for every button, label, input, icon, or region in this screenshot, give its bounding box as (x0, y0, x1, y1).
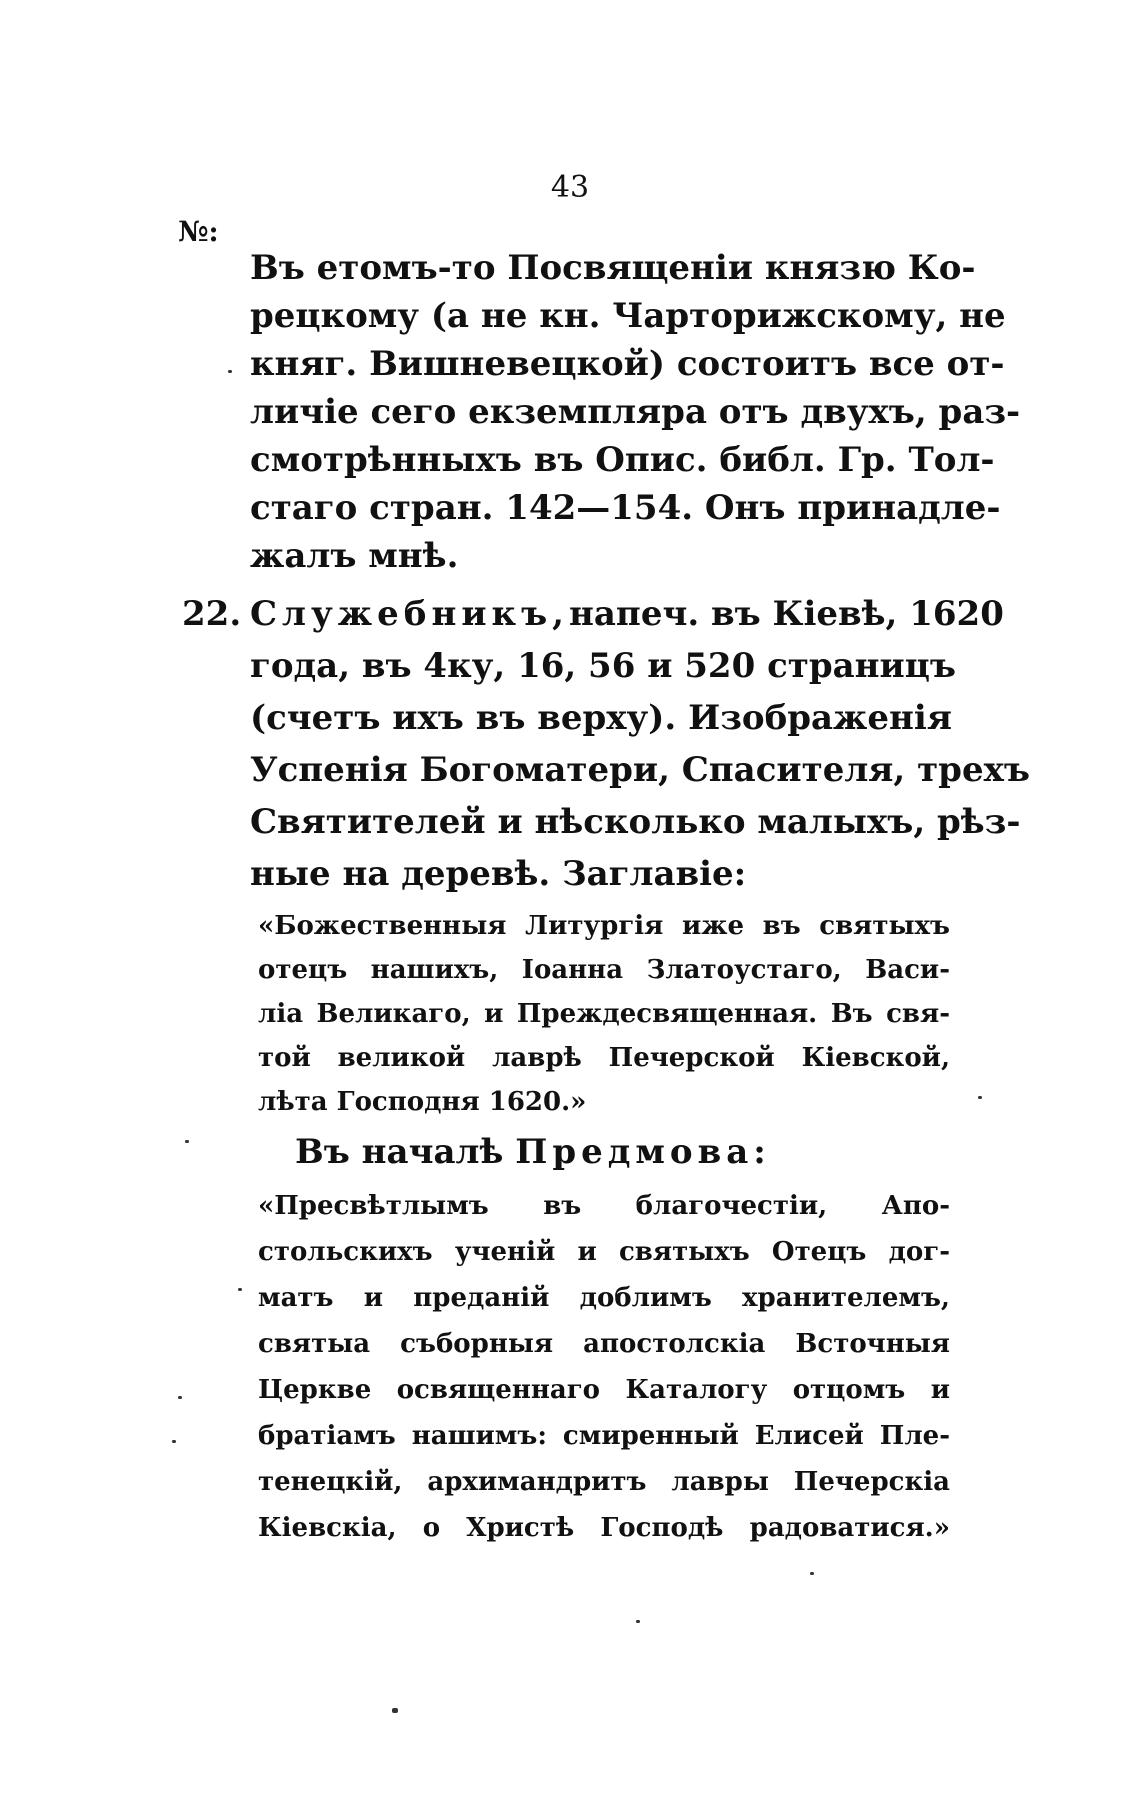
quote1-line: «Божественныя Литургія иже въ святыхъ (258, 911, 950, 941)
para1-line: стаго стран. 142—154. Онъ принадле- (250, 488, 1001, 528)
scan-speck (636, 1620, 640, 1623)
scan-speck (185, 1140, 189, 1143)
scan-speck (392, 1708, 398, 1713)
entry-line: Святителей и нѣсколько малыхъ, рѣз- (250, 802, 1021, 842)
quote1-line: лѣта Господня 1620.» (258, 1087, 587, 1117)
section-prefix: Въ началѣ (295, 1132, 504, 1172)
quote2-line: Церкве освященнаго Каталогу отцомъ и (258, 1375, 950, 1405)
entry-line: (счетъ ихъ въ верху). Изображенія (250, 698, 952, 738)
quote2-line: стольскихъ ученій и святыхъ Отецъ дог- (258, 1237, 950, 1267)
quote2-line: братіамъ нашимъ: смиренный Елисей Пле- (258, 1421, 950, 1451)
para1-line: смотрѣнныхъ въ Опис. библ. Гр. Тол- (250, 440, 995, 480)
quote1-line: ліа Великаго, и Преждесвященная. Въ свя- (258, 999, 950, 1029)
section-heading (295, 1128, 945, 1176)
entry-line: года, въ 4ку, 16, 56 и 520 страницъ (250, 646, 956, 686)
quote2-line: матъ и преданій доблимъ хранителемъ, (258, 1283, 950, 1313)
entry-first-line-rest: напеч. въ Кіевѣ, 1620 (569, 594, 1004, 634)
scan-speck (172, 1440, 176, 1443)
para1-line: жалъ мнѣ. (250, 536, 459, 576)
quote2-line: святыа съборныя апостолскіа Всточныя (258, 1329, 950, 1359)
entry-title: Служебникъ, (250, 594, 570, 634)
quote2-line: «Пресвѣтлымъ въ благочестіи, Апо- (258, 1191, 950, 1221)
quote2-line: тенецкій, архимандритъ лавры Печерскіа (258, 1467, 950, 1497)
scan-speck (178, 1396, 182, 1399)
para1-line: рецкому (а не кн. Чарторижскому, не (250, 296, 1006, 336)
quote1-line: отецъ нашихъ, Іоанна Златоустаго, Васи- (258, 955, 950, 985)
scan-speck (238, 1288, 242, 1291)
entry-number: 22. (182, 594, 242, 634)
scan-speck (978, 1096, 982, 1099)
entry-line: ные на деревѣ. Заглавіе: (250, 854, 747, 894)
quote2-line: Кіевскіа, о Христѣ Господѣ радоватися.» (258, 1513, 950, 1543)
para1-line: Въ етомъ-то Посвященіи князю Ко- (250, 248, 976, 288)
entry-first-line (250, 590, 1004, 638)
scan-speck (228, 370, 232, 373)
number-sign: №: (178, 215, 219, 248)
section-title: Предмова: (515, 1132, 771, 1172)
para1-line: личіе сего екземпляра отъ двухъ, раз- (250, 392, 1021, 432)
quote1-line: той великой лаврѣ Печерской Кіевской, (258, 1043, 950, 1073)
para1-line: княг. Вишневецкой) состоитъ все от- (250, 344, 1005, 384)
page-number: 43 (550, 170, 590, 205)
entry-line: Успенія Богоматери, Спасителя, трехъ (250, 750, 1030, 790)
scan-speck (810, 1572, 814, 1575)
